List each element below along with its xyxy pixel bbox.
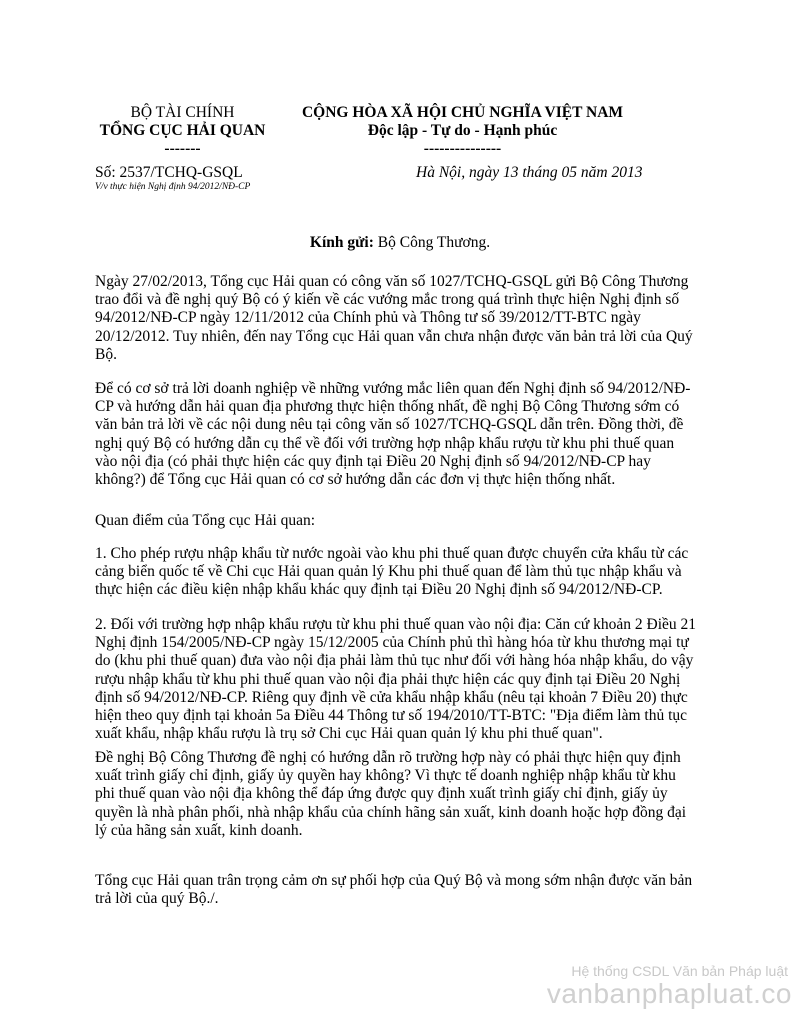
body-line: Để có cơ sở trả lời doanh nghiệp về những vướng mắc liên quan đến Nghị định số 94/2012/NĐ- — [95, 380, 691, 397]
body-paragraph-7 — [95, 872, 707, 908]
body-paragraph-3 — [95, 512, 707, 530]
body-line: quyền là nhà phân phối, nhà nhập khẩu của chính hãng sản xuất, kinh doanh hoặc hợp đồng đại — [95, 803, 687, 821]
body-line: 2. Đối với trường hợp nhập khẩu rượu từ khu phi thuế quan vào nội địa: Căn cứ khoản 2 Điều 21 — [95, 616, 697, 633]
body-paragraph-5 — [95, 616, 707, 743]
body-line: xuất khẩu, nhập khẩu rượu là trụ sở Chi cục Hải quan quản lý khu phi thuế quan". — [95, 725, 603, 743]
body-line: Nghị định 154/2005/NĐ-CP ngày 15/12/2005 của Chính phủ thì hàng hóa từ khu thương mại tự — [95, 634, 689, 652]
ministry-name: BỘ TÀI CHÍNH — [130, 104, 235, 121]
issuer-block — [95, 104, 270, 158]
body-paragraph-1 — [95, 273, 707, 364]
body-paragraph-6 — [95, 749, 707, 840]
body-line: Ngày 27/02/2013, Tổng cục Hải quan có công văn số 1027/TCHQ-GSQL gửi Bộ Công Thương — [95, 273, 689, 290]
department-name: TỔNG CỤC HẢI QUAN — [99, 122, 266, 139]
body-line: CP và hướng dẫn hải quan địa phương thực hiện thống nhất, đề nghị Bộ Công Thương sớm có — [95, 398, 680, 416]
document-subject: V/v thực hiện Nghị định 94/2012/NĐ-CP — [95, 182, 251, 192]
recipient-line — [0, 234, 800, 252]
body-paragraph-2 — [95, 380, 707, 489]
body-line: văn bản trả lời về các nội dung nêu tại công văn số 1027/TCHQ-GSQL dẫn trên. Đồng thời, đề — [95, 416, 684, 434]
body-line: lý của hãng sản xuất, kinh doanh. — [95, 821, 303, 839]
body-line: trao đổi và đề nghị quý Bộ có ý kiến về các vướng mắc trong quá trình thực hiện Nghị định số — [95, 291, 680, 309]
body-line: do (khu phi thuế quan) đưa vào nội địa phải làm thủ tục như đối với hàng hóa nhập khẩu, do vậy — [95, 652, 694, 670]
watermark-domain: vanbanphapluat.co — [546, 978, 792, 1009]
watermark-caption: Hệ thống CSDL Văn bản Pháp luật — [571, 963, 788, 979]
document-date: Hà Nội, ngày 13 tháng 05 năm 2013 — [416, 164, 643, 181]
body-line: Quan điểm của Tổng cục Hải quan: — [95, 512, 316, 529]
document-number: Số: 2537/TCHQ-GSQL — [95, 164, 243, 181]
body-line: thực hiện các điều kiện nhập khẩu khác quy định tại Điều 20 Nghị định số 94/2012/NĐ-CP. — [95, 581, 663, 599]
country-name: CỘNG HÒA XÃ HỘI CHỦ NGHĨA VIỆT NAM — [301, 104, 624, 121]
body-line: nghị quý Bộ có hướng dẫn cụ thể về đối với trường hợp nhập khẩu rượu từ khu phi thuế quan — [95, 434, 675, 452]
body-line: Bộ. — [95, 345, 117, 363]
recipient-name: Bộ Công Thương. — [373, 234, 491, 251]
body-line: trả lời của quý Bộ./. — [95, 890, 219, 908]
body-line: định số 94/2012/NĐ-CP. Riêng quy định về cửa khẩu nhập khẩu (nêu tại khoản 7 Điều 20) thực — [95, 688, 688, 706]
body-line: vào nội địa (có phải thực hiện các quy định tại Điều 20 Nghị định số 94/2012/NĐ-CP hay — [95, 452, 651, 470]
body-paragraph-4 — [95, 545, 707, 600]
motto-divider: --------------- — [423, 140, 502, 157]
body-line: 1. Cho phép rượu nhập khẩu từ nước ngoài vào khu phi thuế quan được chuyển cửa khẩu từ các — [95, 545, 689, 562]
body-line: cảng biển quốc tế về Chi cục Hải quan quản lý Khu phi thuế quan để làm thủ tục nhập khẩu và — [95, 563, 682, 581]
body-line: rượu nhập khẩu từ khu phi thuế quan vào nội địa phải thực hiện các quy định tại Điều 20 Nghị — [95, 670, 681, 688]
body-line: xuất trình giấy chỉ định, giấy ủy quyền hay không? Vì thực tế doanh nghiệp nhập khẩu từ khu — [95, 767, 676, 785]
body-line: không?) để Tổng cục Hải quan có cơ sở hướng dẫn các đơn vị thực hiện thống nhất. — [95, 471, 616, 489]
body-line: hiện theo quy định tại khoản 5a Điều 44 Thông tư số 194/2010/TT-BTC: "Địa điểm làm thủ tục — [95, 707, 688, 725]
body-line: Tổng cục Hải quan trân trọng cảm ơn sự phối hợp của Quý Bộ và mong sớm nhận được văn bản — [95, 872, 693, 889]
issuer-divider: ------- — [164, 140, 201, 157]
national-motto: Độc lập - Tự do - Hạnh phúc — [367, 122, 558, 139]
body-line: phi thuế quan vào nội địa không thể đáp ứng được quy định xuất trình giấy chỉ định, giấy ủy — [95, 785, 668, 803]
body-line: Đề nghị Bộ Công Thương đề nghị có hướng dẫn rõ trường hợp này có phải thực hiện quy định — [95, 749, 681, 766]
national-header — [290, 104, 635, 158]
body-line: 94/2012/NĐ-CP ngày 12/11/2012 của Chính phủ và Thông tư số 39/2012/TT-BTC ngày — [95, 309, 641, 327]
recipient-label: Kính gửi: — [309, 234, 374, 251]
body-line: 20/12/2012. Tuy nhiên, đến nay Tổng cục Hải quan vẫn chưa nhận được văn bản trả lời của Quý — [95, 327, 693, 345]
